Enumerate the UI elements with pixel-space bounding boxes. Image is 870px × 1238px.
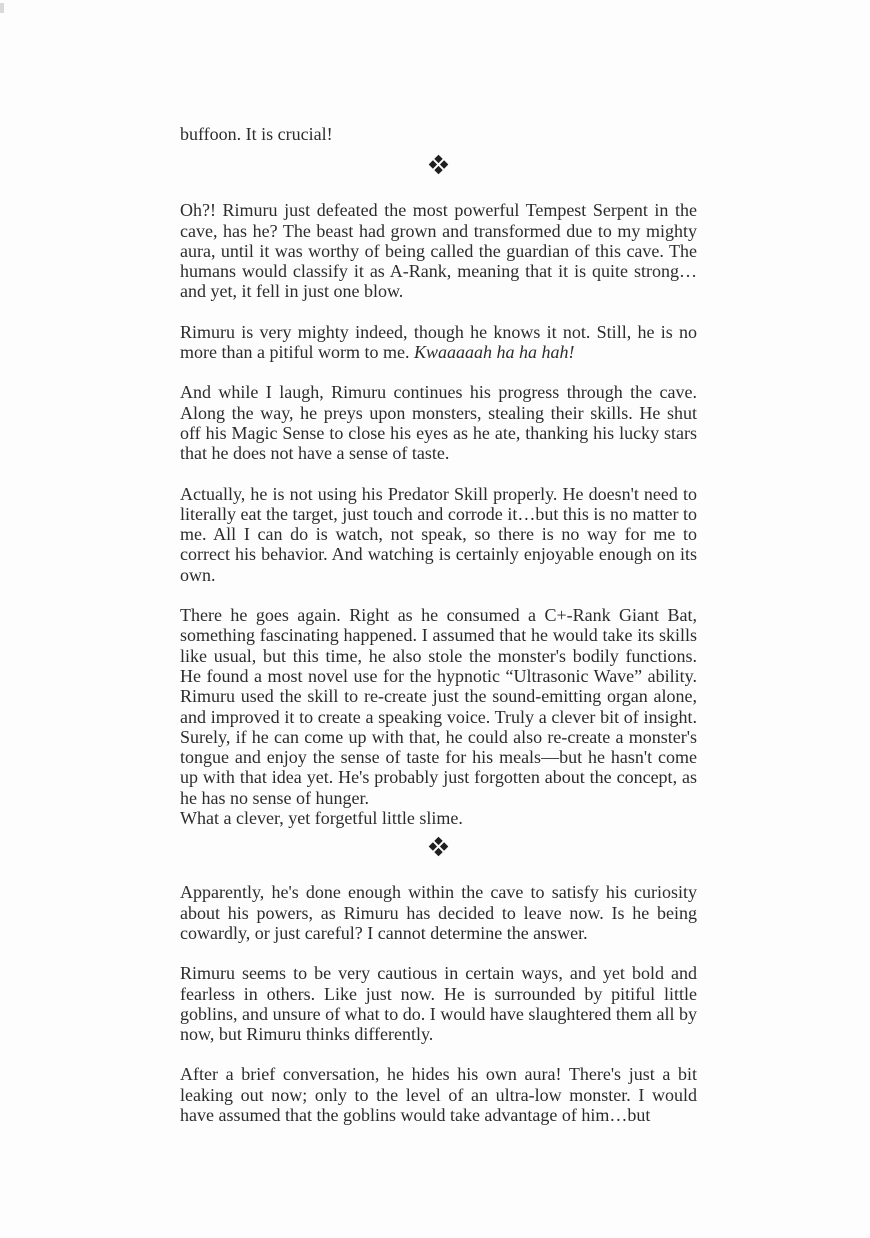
paragraph-continuation: buffoon. It is crucial!: [180, 124, 333, 144]
paragraph-5-last-line: What a clever, yet forgetful little slime.: [180, 808, 463, 829]
scan-artifact: [0, 3, 4, 13]
paragraph-3: And while I laugh, Rimuru continues his progress through the cave. Along the way, he preys upon monsters, stealing their skills. He shut off his Magic Sense to close his eyes as he ate, thanking his lucky stars that he does not have a sense of taste.: [180, 382, 697, 464]
paragraph-5-text: There he goes again. Right as he consumed a C+-Rank Giant Bat, something fascinating happened. I assumed that he would take its skills like usual, but this time, he also stole the monster's bodily functions. He found a most novel use for the hypnotic “Ultrasonic Wave” ability. Rimuru used the skill to re-create just the sound-emitting organ alone, and improved it to create a speaking voice. Truly a clever bit of insight. Surely, if he can come up with that, he could also re-create a monster's tongue and enjoy the sense of taste for his meals—but he hasn't come up with that idea yet. He's probably just forgotten about the concept, as he has no sense of hunger.: [180, 605, 697, 808]
four-diamond-icon: [428, 836, 449, 857]
paragraph-1: Oh?! Rimuru just defeated the most powerful Tempest Serpent in the cave, has he? The beast had grown and transformed due to my mighty aura, until it was worthy of being called the guardian of this cave. The humans would classify it as A-Rank, meaning that it is quite strong…and yet, it fell in just one blow.: [180, 200, 697, 302]
paragraph-5: [180, 605, 697, 828]
section-break-ornament: [180, 836, 697, 858]
paragraph-8: After a brief conversation, he hides his own aura! There's just a bit leaking out now; only to the level of an ultra-low monster. I would have assumed that the goblins would take advantage of him…but: [180, 1064, 697, 1125]
four-diamond-icon: [428, 154, 449, 175]
paragraph-2: [180, 322, 697, 363]
paragraph-6: Apparently, he's done enough within the cave to satisfy his curiosity about his powers, as Rimuru has decided to leave now. Is he being cowardly, or just careful? I cannot determine the answer.: [180, 882, 697, 943]
paragraph-2-text: Rimuru is very mighty indeed, though he knows it not. Still, he is no more than a pitiful worm to me.: [180, 321, 697, 363]
paragraph-7: Rimuru seems to be very cautious in certain ways, and yet bold and fearless in others. Like just now. He is surrounded by pitiful little goblins, and unsure of what to do. I would have slaughtered them all by now, but Rimuru thinks differently.: [180, 963, 697, 1045]
paragraph-4: Actually, he is not using his Predator Skill properly. He doesn't need to literally eat the target, just touch and corrode it…but this is no matter to me. All I can do is watch, not speak, so there is no way for me to correct his behavior. And watching is certainly enjoyable enough on its own.: [180, 483, 697, 585]
section-break-ornament: [180, 154, 697, 176]
page-text-block: [180, 124, 697, 1145]
paragraph-2-italic-laugh: Kwaaaaah ha ha hah!: [413, 342, 575, 363]
